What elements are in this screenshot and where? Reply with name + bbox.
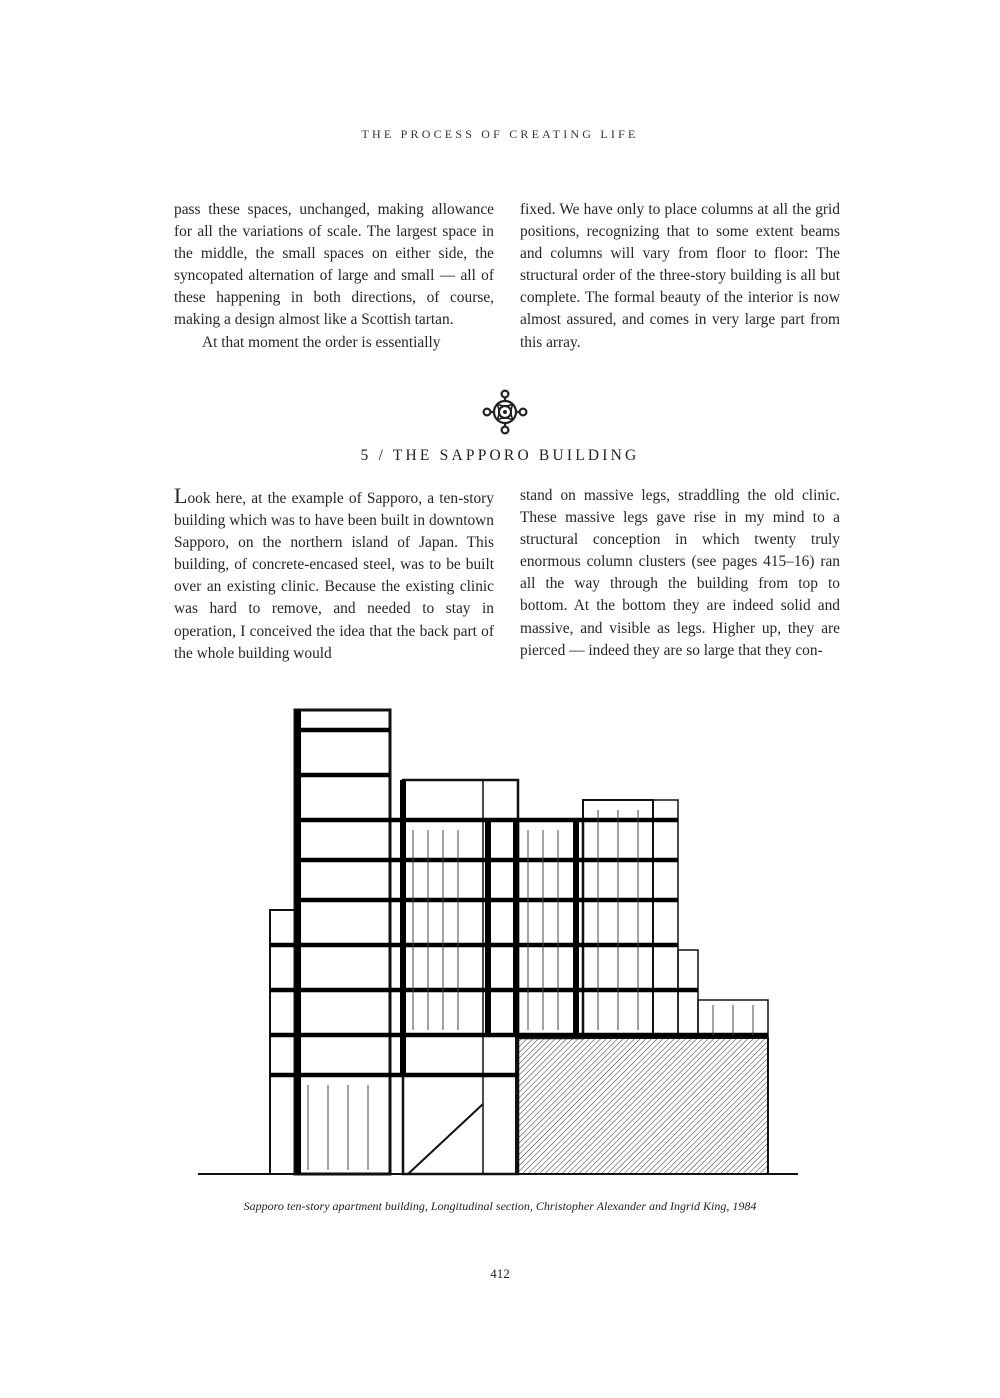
paragraph: At that moment the order is essentially [202, 333, 441, 351]
text-column-4 [520, 485, 840, 662]
text-column-1 [174, 199, 494, 354]
celtic-knot-ornament-icon [481, 388, 529, 436]
paragraph: fixed. We have only to place columns at all the grid positions, recognizing that to some extent beams and columns will vary from floor to floor: The structural order of the three-story building is all but complete. The formal beauty of the interior is now almost assured, and comes in very large part from this array. [520, 201, 840, 351]
text-column-2 [520, 199, 840, 354]
figure-caption: Sapporo ten-story apartment building, Longitudinal section, Christopher Alexander and Ingrid King, 1984 [243, 1199, 757, 1213]
page-number: 412 [490, 1266, 510, 1281]
paragraph: Look here, at the example of Sapporo, a ten-story building which was to have been built in downtown Sapporo, on the northern island of Japan. This building, of concrete-encased steel, was to be built over an existing clinic. Because the existing clinic was hard to remove, and needed to stay in operation, I conceived the idea that the back part of the whole building would [174, 483, 494, 662]
text-column-3 [174, 485, 494, 665]
paragraph: pass these spaces, unchanged, making allowance for all the variations of scale. The largest space in the middle, the small spaces on either side, the syncopated alternation of large and small — all of these happening in both directions, of course, making a design almost like a Scottish tartan. [174, 201, 494, 329]
running-head: THE PROCESS OF CREATING LIFE [361, 127, 639, 141]
paragraph: stand on massive legs, straddling the old clinic. These massive legs gave rise in my mind to a structural conception in which twenty truly enormous column clusters (see pages 415–16) ran all the way through the building from top to bottom. At the bottom they are indeed solid and massive, and visible as legs. Higher up, they are pierced — indeed they are so large that they con- [520, 487, 840, 659]
building-section-figure [198, 700, 798, 1180]
section-heading: 5 / THE SAPPORO BUILDING [360, 447, 640, 464]
